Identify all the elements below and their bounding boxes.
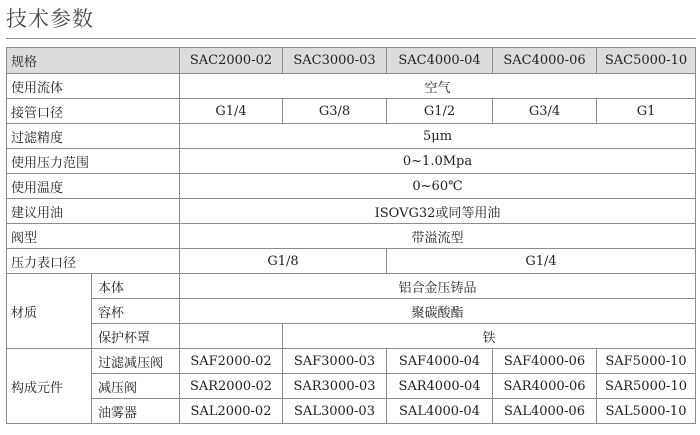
row-component-filter-regulator [7, 349, 696, 374]
row-material-guard [7, 324, 696, 349]
row-fluid [7, 74, 696, 99]
value-pressure: 0~1.0Mpa [180, 149, 696, 174]
header-spec-label: 规格 [7, 48, 180, 74]
spec-table [6, 47, 696, 424]
label-pressure: 使用压力范围 [7, 149, 180, 174]
label-material-guard: 保护杯罩 [92, 324, 180, 349]
value-temperature: 0~60℃ [180, 174, 696, 199]
row-valve [7, 224, 696, 249]
value-port-1: G1/4 [180, 99, 283, 124]
value-filter-regulator-5: SAF5000-10 [597, 349, 696, 374]
value-regulator-2: SAR3000-03 [283, 374, 387, 399]
label-material-bowl: 容杯 [92, 299, 180, 324]
row-pressure [7, 149, 696, 174]
label-material-body: 本体 [92, 274, 180, 299]
label-lubricator: 油雾器 [92, 399, 180, 424]
row-filtration [7, 124, 696, 149]
value-filter-regulator-3: SAF4000-04 [387, 349, 493, 374]
label-filter-regulator: 过滤减压阀 [92, 349, 180, 374]
header-row [7, 48, 696, 74]
value-lubricator-1: SAL2000-02 [180, 399, 283, 424]
page-title: 技术参数 [6, 7, 94, 31]
header-model-5: SAC5000-10 [597, 48, 696, 74]
value-lubricator-4: SAL4000-06 [493, 399, 597, 424]
value-regulator-5: SAR5000-10 [597, 374, 696, 399]
value-regulator-3: SAR4000-04 [387, 374, 493, 399]
value-port-2: G3/8 [283, 99, 387, 124]
value-regulator-4: SAR4000-06 [493, 374, 597, 399]
row-material-body [7, 274, 696, 299]
value-gauge-port-2: G1/4 [387, 249, 696, 274]
row-temperature [7, 174, 696, 199]
value-oil: ISOVG32或同等用油 [180, 199, 696, 224]
row-gauge-port [7, 249, 696, 274]
label-port: 接管口径 [7, 99, 180, 124]
value-port-3: G1/2 [387, 99, 493, 124]
value-regulator-1: SAR2000-02 [180, 374, 283, 399]
row-component-regulator [7, 374, 696, 399]
value-material-body: 铝合金压铸品 [180, 274, 696, 299]
label-regulator: 减压阀 [92, 374, 180, 399]
value-filter-regulator-2: SAF3000-03 [283, 349, 387, 374]
label-fluid: 使用流体 [7, 74, 180, 99]
value-material-guard-empty [180, 324, 283, 349]
label-filtration: 过滤精度 [7, 124, 180, 149]
row-material-bowl [7, 299, 696, 324]
value-material-bowl: 聚碳酸酯 [180, 299, 696, 324]
value-lubricator-5: SAL5000-10 [597, 399, 696, 424]
label-valve: 阀型 [7, 224, 180, 249]
value-filtration: 5μm [180, 124, 696, 149]
value-valve: 带溢流型 [180, 224, 696, 249]
value-material-guard: 铁 [283, 324, 696, 349]
label-temperature: 使用温度 [7, 174, 180, 199]
value-fluid: 空气 [180, 74, 696, 99]
title-divider [6, 38, 696, 39]
label-material: 材质 [7, 274, 92, 349]
label-oil: 建议用油 [7, 199, 180, 224]
row-component-lubricator [7, 399, 696, 424]
header-model-4: SAC4000-06 [493, 48, 597, 74]
label-gauge-port: 压力表口径 [7, 249, 180, 274]
value-port-5: G1 [597, 99, 696, 124]
header-model-1: SAC2000-02 [180, 48, 283, 74]
value-filter-regulator-4: SAF4000-06 [493, 349, 597, 374]
value-gauge-port-1: G1/8 [180, 249, 387, 274]
header-model-2: SAC3000-03 [283, 48, 387, 74]
row-port [7, 99, 696, 124]
header-model-3: SAC4000-04 [387, 48, 493, 74]
row-oil [7, 199, 696, 224]
label-components: 构成元件 [7, 349, 92, 424]
value-lubricator-3: SAL4000-04 [387, 399, 493, 424]
value-filter-regulator-1: SAF2000-02 [180, 349, 283, 374]
value-lubricator-2: SAL3000-03 [283, 399, 387, 424]
value-port-4: G3/4 [493, 99, 597, 124]
